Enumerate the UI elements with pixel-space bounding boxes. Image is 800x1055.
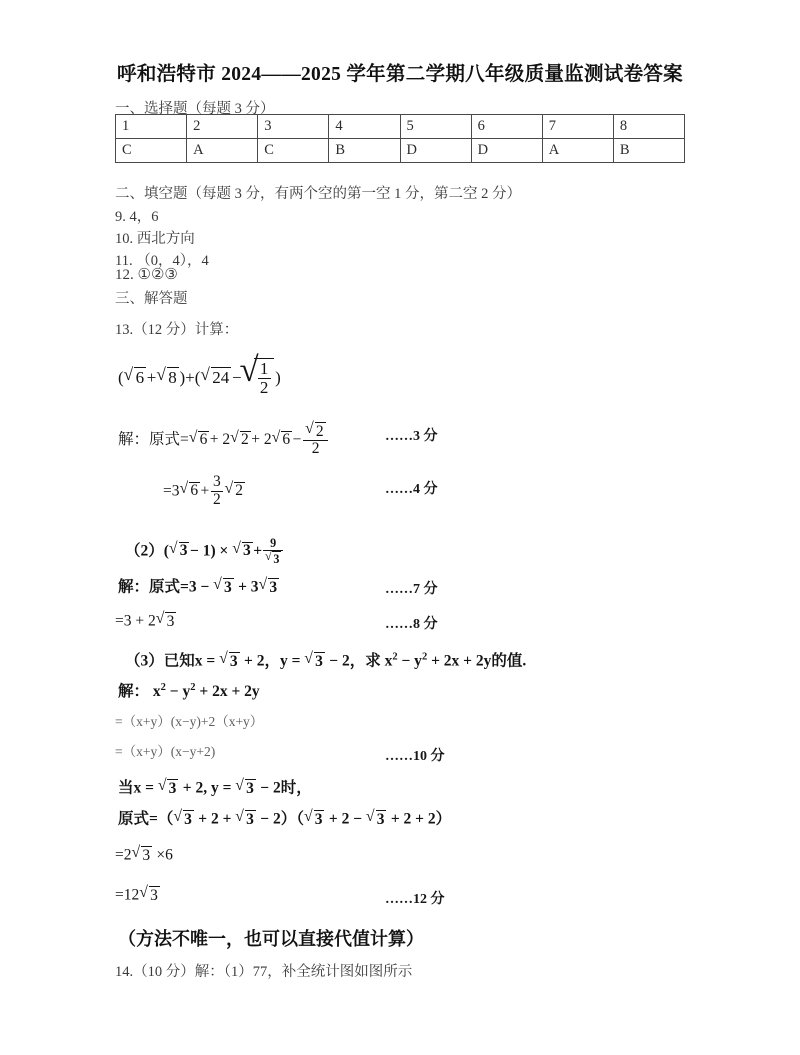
q13-when-mid: + 2, y =: [182, 779, 236, 797]
q13-solution-line-1: [118, 423, 330, 458]
fill-item-10-number: 10.: [115, 231, 134, 247]
table-cell-number: 7: [542, 115, 613, 139]
q13-sol1-d: + 2: [251, 431, 272, 449]
score-marker-8: ……8 分: [385, 617, 438, 632]
radical-2-icon: √ 2: [225, 482, 245, 499]
q13-part3-solution-line-2: =（x+y）(x−y)+2（x+y）: [115, 714, 264, 729]
q13-part2-open: (: [163, 542, 169, 560]
q13-part3-solution-line-5: [115, 846, 173, 863]
table-cell-number: 4: [329, 115, 400, 139]
q13-sol3-minus: − y: [165, 683, 191, 700]
q13-part2-expression: [125, 538, 284, 566]
radical-3-icon: √ 3: [236, 810, 256, 827]
q13-sol1-b: + 2: [209, 431, 231, 449]
radical-3-icon: √ 3: [140, 886, 160, 903]
q13-sol2b-eq: =3 + 2: [115, 612, 156, 630]
q13-sub-t4: + 2 + 2）: [390, 810, 452, 828]
table-cell-answer: C: [258, 139, 329, 163]
score-marker-12: ……12 分: [385, 892, 445, 907]
q13-expr-plus: +: [146, 367, 157, 387]
radical-half-icon: [242, 358, 274, 397]
fill-item-12-answer: ①②③: [137, 267, 178, 283]
fill-item-12: [115, 266, 178, 284]
q13-sol1-f: −: [292, 431, 302, 449]
table-cell-answer: C: [116, 139, 187, 163]
page-title: 呼和浩特市 2024——2025 学年第二学期八年级质量监测试卷答案: [117, 64, 683, 85]
radical-3-icon: √ 3: [174, 810, 194, 827]
q13-sub-pre: 原式=（: [118, 810, 174, 828]
q13-part2-close: ): [210, 542, 216, 560]
radical-3-icon: √ 3: [236, 779, 256, 796]
q13-part3-solution-line-6: [115, 886, 160, 903]
choice-answer-table: [115, 114, 685, 163]
q13-part2-plus: +: [253, 542, 263, 560]
fill-item-11-answer: （0，4），4: [136, 253, 209, 269]
table-cell-number: 3: [258, 115, 329, 139]
table-cell-answer: D: [400, 139, 471, 163]
score-marker-10: ……10 分: [385, 749, 445, 764]
q13-expression: [118, 358, 281, 397]
radical-3-icon: √ 3: [132, 846, 152, 863]
table-cell-number: 2: [187, 115, 258, 139]
fill-item-9-answer: 4，6: [129, 209, 159, 225]
method-note: （方法不唯一，也可以直接代值计算）: [118, 929, 424, 949]
radical-3-icon: √ 3: [158, 779, 178, 796]
q13-part2-solution-line-2: [115, 612, 177, 629]
radical-2-icon: √ 2: [306, 422, 326, 440]
q13-when-post: − 2时，: [260, 779, 312, 797]
exponent-2: 2: [421, 651, 428, 663]
fill-item-10: [115, 231, 195, 248]
section-three-heading: 三、解答题: [115, 291, 188, 307]
radical-6-icon: √ 6: [180, 482, 200, 499]
table-row-answers: [116, 139, 685, 163]
q13-sol3-x: x: [152, 683, 161, 700]
radical-3-icon: √ 3: [367, 810, 387, 827]
fraction-one-half: √ $\frac{1}{2}$: [258, 360, 271, 397]
q13-sol1-prefix: 解：原式=: [118, 431, 189, 449]
q14-label: 14.（10 分）解：（1）77，补全统计图如图所示: [115, 964, 413, 980]
radical-24-icon: √ 24: [201, 367, 231, 386]
table-cell-number: 8: [613, 115, 684, 139]
fill-item-9: [115, 209, 159, 226]
q13-l6-eq: =12: [115, 886, 140, 904]
table-cell-answer: B: [613, 139, 684, 163]
q13-sol1b-plus: +: [200, 482, 210, 500]
q13-sol3-rest: + 2x + 2y: [195, 683, 260, 700]
table-cell-number: 6: [471, 115, 542, 139]
fraction-root2-over-2: √ $\frac{2}{2}$: [303, 422, 328, 457]
table-cell-answer: A: [542, 139, 613, 163]
q13-sub-t1: + 2 +: [198, 810, 236, 828]
radical-3-icon: √ 3: [220, 652, 240, 669]
q13-part2-solution-line-1: [118, 578, 280, 595]
table-cell-number: 1: [116, 115, 187, 139]
q13-sub-t3: + 2 −: [328, 810, 366, 828]
q13-part2-minus: − 1: [189, 542, 211, 560]
fraction-nine-over-root3: 9 √ 3: [263, 537, 283, 565]
exponent-2: 2: [190, 681, 196, 693]
section-one-heading: 一、选择题（每题 3 分）: [115, 101, 275, 117]
q13-l5-eq: =2: [115, 846, 132, 864]
radical-3-icon: √ 3: [259, 578, 279, 595]
q13-part3-t3: − y: [397, 652, 422, 670]
q13-sol2-mid: + 3: [238, 578, 259, 596]
score-marker-7: ……7 分: [385, 582, 438, 597]
fill-item-9-number: 9.: [115, 209, 126, 225]
q13-part3-t4: + 2x + 2y的值.: [427, 652, 527, 670]
radical-8-icon: √ 8: [157, 367, 179, 386]
q13-sol3-prefix: 解：: [118, 683, 150, 700]
table-cell-answer: A: [187, 139, 258, 163]
q13-solution-line-2: [163, 475, 246, 509]
q13-part3-substitution: [118, 810, 451, 827]
radical-3-icon: √ 3: [265, 551, 280, 565]
q13-part2-label: （2）: [125, 542, 164, 560]
q13-part2-times: ×: [219, 542, 229, 560]
q13-sol2-prefix: 解：原式=3 −: [118, 578, 214, 596]
section-two-heading: 二、填空题（每题 3 分，有两个空的第一空 1 分，第二空 2 分）: [115, 186, 521, 202]
radical-3-icon: √ 3: [156, 612, 176, 629]
table-cell-answer: B: [329, 139, 400, 163]
fill-item-12-number: 12.: [115, 267, 134, 283]
q13-when-pre: 当x =: [118, 779, 158, 797]
radical-3-icon: √ 3: [214, 578, 234, 595]
table-cell-answer: D: [471, 139, 542, 163]
radical-3-icon: √ 3: [170, 542, 190, 559]
radical-6-icon: √ 6: [124, 367, 146, 386]
radical-6-icon: √ 6: [189, 431, 209, 448]
radical-3-icon: √ 3: [305, 810, 325, 827]
fill-item-11-number: 11.: [115, 253, 133, 269]
q13-l5-post: ×6: [152, 846, 173, 864]
fraction-three-halves: $\frac{3}{2}$: [211, 474, 223, 508]
table-row-numbers: [116, 115, 685, 139]
q13-part3-label: （3）已知x =: [125, 652, 220, 670]
radical-3-icon: √ 3: [233, 542, 253, 559]
q13-expr-close-open: )+(: [179, 367, 201, 387]
exponent-2: 2: [392, 651, 398, 663]
q13-part3-solution-line-3: =（x+y）(x−y+2): [115, 744, 216, 759]
q13-part3-t2: − 2，求 x: [329, 652, 393, 670]
exponent-2: 2: [160, 681, 166, 693]
fill-item-10-answer: 西北方向: [136, 231, 195, 247]
q13-expr-minus: −: [231, 367, 242, 387]
radical-6-icon: √ 6: [272, 431, 292, 448]
q13-part3-solution-line-1: [118, 681, 260, 700]
score-marker-3: ……3 分: [385, 429, 438, 444]
q13-part3-substitute-condition: [118, 779, 312, 796]
q13-expr-close: ): [275, 367, 281, 387]
q13-sol1b-eq: =3: [163, 482, 180, 500]
score-marker-4: ……4 分: [385, 482, 438, 497]
q13-label: 13.（12 分）计算：: [115, 322, 239, 338]
q13-part3-statement: [125, 652, 526, 669]
table-cell-number: 5: [400, 115, 471, 139]
radical-2-icon: √ 2: [231, 431, 251, 448]
q13-part3-t1: + 2，y =: [244, 652, 305, 670]
radical-3-icon: √ 3: [305, 652, 325, 669]
q13-expr-open: (: [118, 367, 124, 387]
q13-sub-t2: − 2）（: [260, 810, 304, 828]
